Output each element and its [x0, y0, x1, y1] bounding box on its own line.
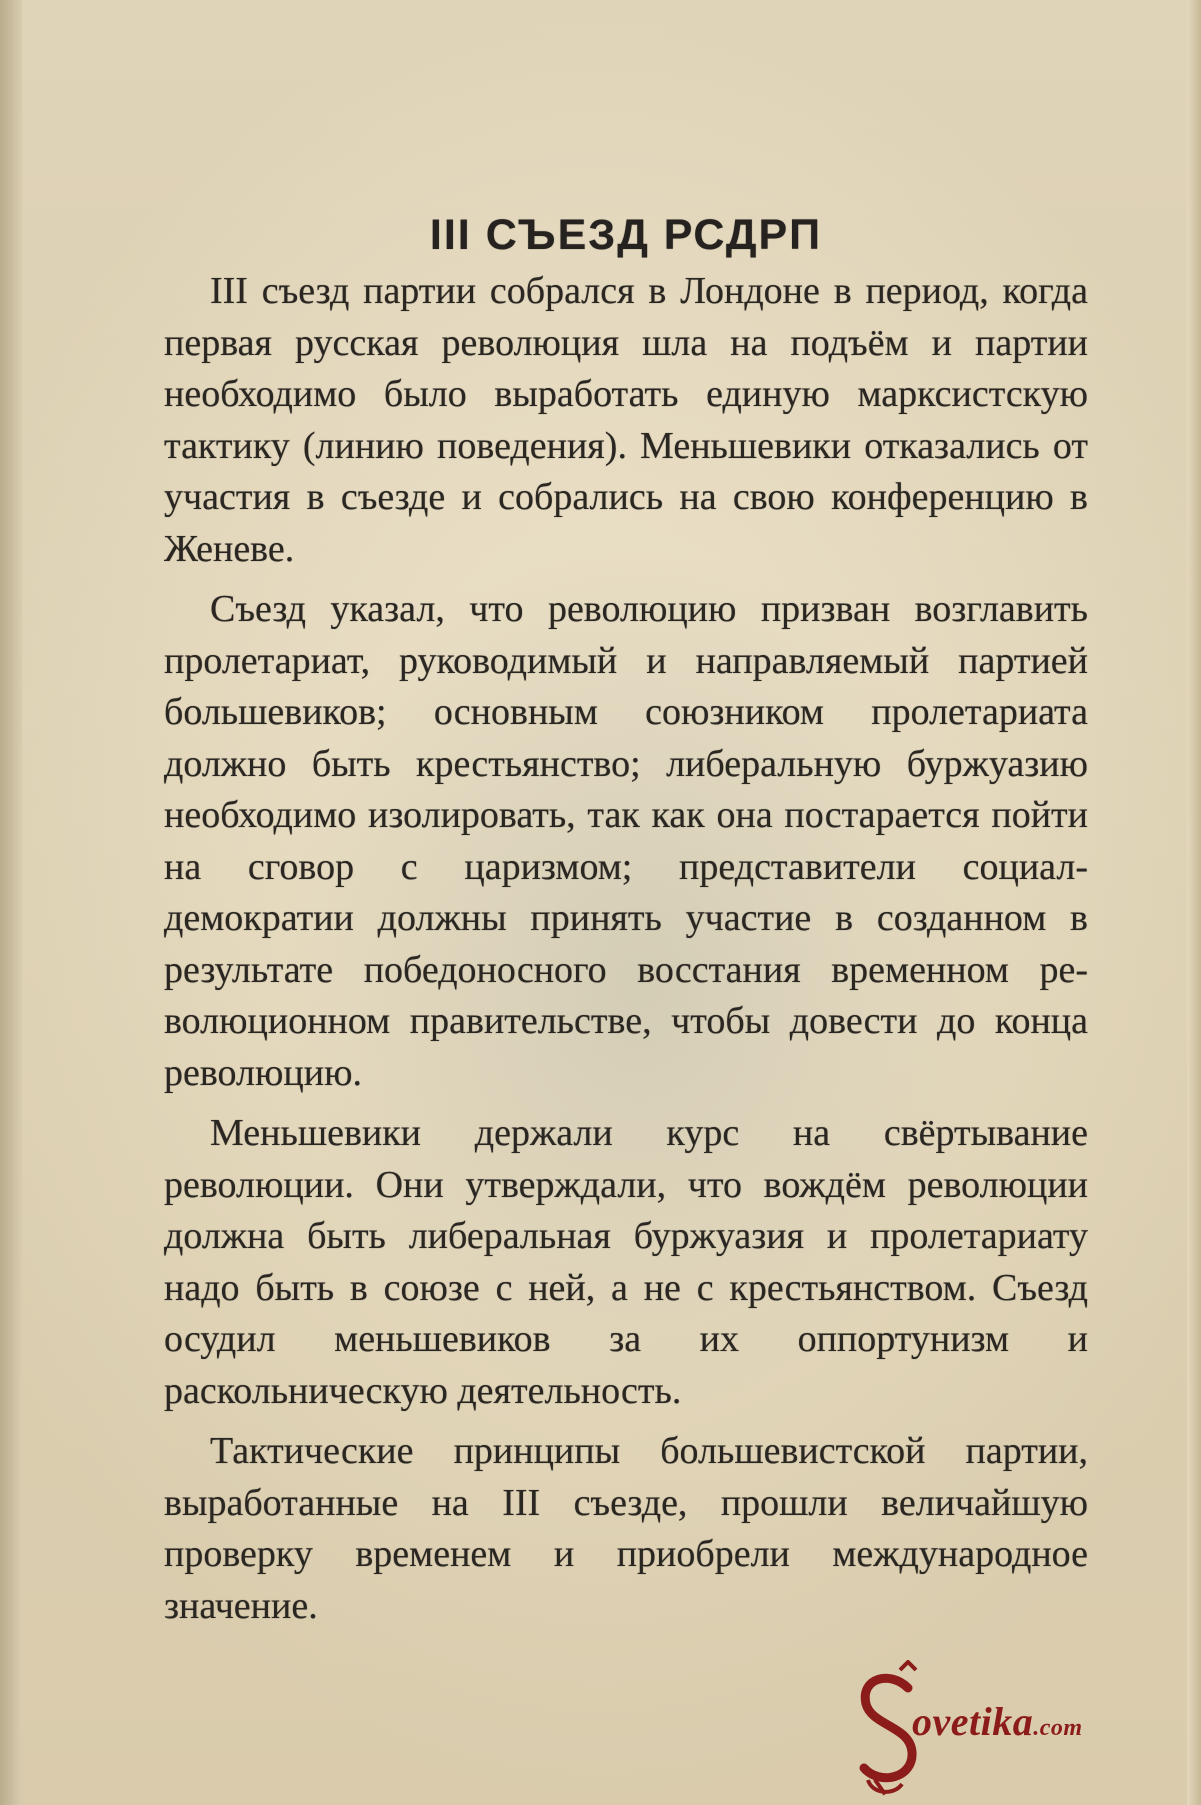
- page-edge-left: [0, 0, 22, 1805]
- document-title: III СЪЕЗД РСДРП: [429, 211, 823, 259]
- page-edge-right: [1187, 0, 1201, 1805]
- watermark-suffix: .com: [1033, 1715, 1083, 1741]
- watermark-text: [912, 1698, 1083, 1745]
- watermark-logo: [850, 1660, 1190, 1800]
- document-body: [164, 210, 1088, 1641]
- paragraph-3: Меньшевики держали курс на свёртывание революции. Они утверждали, что вождём революции должна быть либеральная буржуазия и пролетариату надо быть в союзе с ней, а не с крестьянством. Съезд осудил меньшевиков за их оппортунизм и раскольническую деятельность.: [164, 1112, 1088, 1412]
- paragraph-1: III съезд партии собрался в Лондоне в период, когда первая русская революция шла на подъём и партии необходимо было выработать единую марксистскую тактику (линию поведения). Меньшевики отказались от участия в съезде и собрались на свою конференцию в Женеве.: [164, 270, 1088, 570]
- watermark-name: ovetika: [912, 1699, 1034, 1744]
- paragraph-2: Съезд указал, что революцию призван возглавить пролетариат, руководимый и направляемый партией большевиков; основным союзником пролетариата должно быть крестьянство; либеральную буржуазию необходимо изолировать, так как она постарается пойти на сговор с царизмом; представители социал-демократии должны принять участие в созданном в результате победоносного восстания временном революционном правительстве, чтобы довести до конца революцию.: [164, 588, 1088, 1094]
- paragraph-4: Тактические принципы большевистской партии, выработанные на III съезде, прошли величайшую проверку временем и приобрели международное значение.: [164, 1430, 1088, 1627]
